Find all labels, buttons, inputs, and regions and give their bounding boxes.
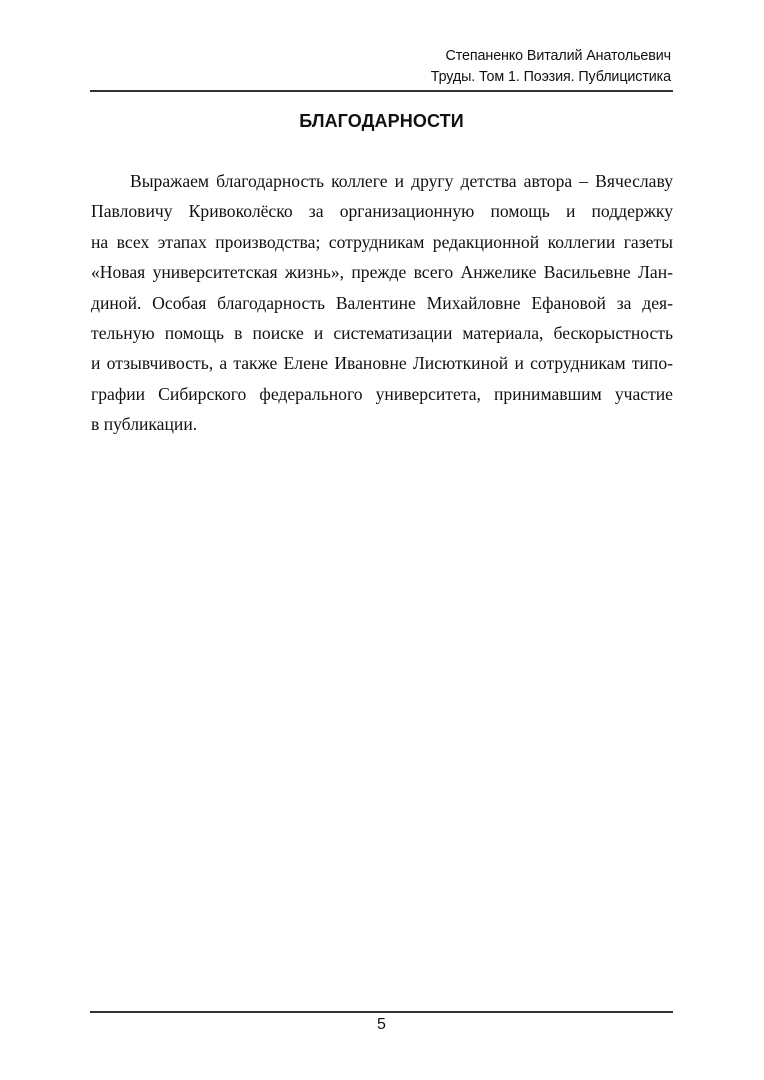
running-header xyxy=(90,46,671,88)
paragraph-line: в публикации. xyxy=(91,414,198,435)
paragraph-line: тельную помощь в поиске и систематизации материала, бескорыстность xyxy=(91,323,673,344)
acknowledgements-paragraph xyxy=(91,166,673,440)
section-title: БЛАГОДАРНОСТИ xyxy=(299,111,464,131)
paragraph-line: диной. Особая благодарность Валентине Михайловне Ефановой за дея- xyxy=(91,292,673,313)
page-number: 5 xyxy=(377,1016,386,1033)
paragraph-line: и отзывчивость, а также Елене Ивановне Лисюткиной и сотрудникам типо- xyxy=(91,353,673,374)
header-author: Степаненко Виталий Анатольевич xyxy=(445,48,671,64)
paragraph-line: Павловичу Кривоколёско за организационную помощь и поддержку xyxy=(91,201,673,222)
paragraph-line: «Новая университетская жизнь», прежде всего Анжелике Васильевне Лан- xyxy=(91,262,673,283)
header-divider xyxy=(90,90,673,92)
footer-divider xyxy=(90,1011,673,1013)
header-book-title: Труды. Том 1. Поэзия. Публицистика xyxy=(430,69,671,85)
paragraph-line: Выражаем благодарность коллеге и другу детства автора – Вячеславу xyxy=(130,171,673,191)
paragraph-line: графии Сибирского федерального университета, принимавшим участие xyxy=(91,383,673,404)
paragraph-line: на всех этапах производства; сотрудникам редакционной коллегии газеты xyxy=(91,231,673,252)
